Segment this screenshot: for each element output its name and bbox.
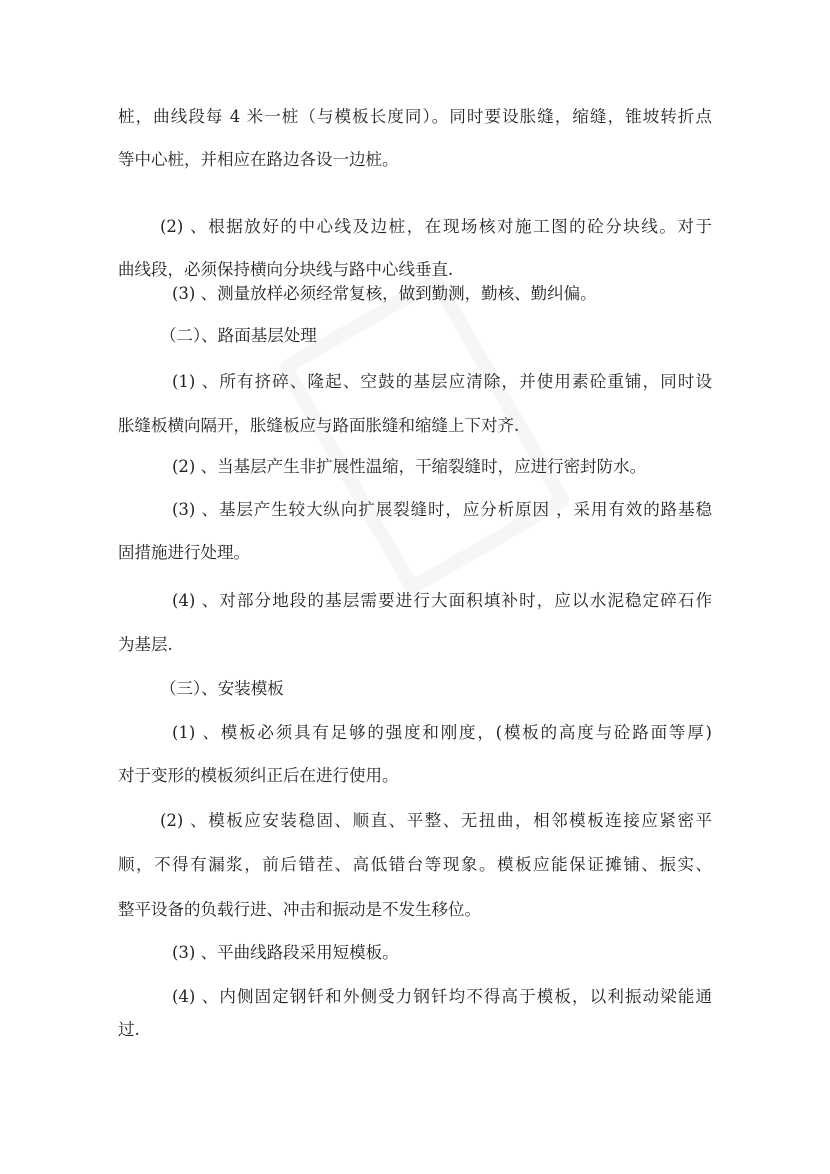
paragraph-line: (3) 、平曲线路段采用短模板。 [172, 943, 399, 962]
paragraph-line: 过. [118, 1020, 140, 1039]
paragraph-line: (2) 、模板应安装稳固、顺直、平整、无扭曲，相邻模板连接应紧密平 [160, 811, 712, 830]
paragraph-line: (3) 、基层产生较大纵向扩展裂缝时，应分析原因 ，采用有效的路基稳 [172, 500, 712, 519]
paragraph-line: （三）、安装模板 [160, 679, 284, 698]
paragraph-line: 固措施进行处理。 [118, 543, 250, 562]
paragraph-line: (4) 、内侧固定钢钎和外侧受力钢钎均不得高于模板，以利振动梁能通 [172, 987, 712, 1006]
paragraph-line: （二）、路面基层处理 [160, 326, 317, 345]
paragraph-line: (2) 、当基层产生非扩展性温缩，干缩裂缝时，应进行密封防水。 [172, 457, 647, 476]
paragraph-line: 等中心桩，并相应在路边各设一边桩。 [118, 150, 399, 169]
paragraph-line: 桩，曲线段每 4 米一桩（与模板长度同）。同时要设胀缝，缩缝，锥坡转折点 [118, 107, 712, 126]
paragraph-line: (4) 、对部分地段的基层需要进行大面积填补时，应以水泥稳定碎石作 [172, 591, 712, 610]
paragraph-line: (2) 、根据放好的中心线及边桩，在现场核对施工图的砼分块线。对于 [160, 217, 712, 236]
paragraph-line: 曲线段，必须保持横向分块线与路中心线垂直. [118, 260, 454, 279]
paragraph-line: 对于变形的模板须纠正后在进行使用。 [118, 766, 399, 785]
paragraph-line: (1) 、所有挤碎、隆起、空鼓的基层应清除，并使用素砼重铺，同时设 [172, 372, 712, 391]
paragraph-line: 整平设备的负载行进、冲击和振动是不发生移位。 [118, 900, 481, 919]
paragraph-line: (1) 、模板必须具有足够的强度和刚度，(模板的高度与砼路面等厚) [172, 723, 712, 742]
paragraph-line: 胀缝板横向隔开，胀缝板应与路面胀缝和缩缝上下对齐. [118, 416, 520, 435]
paragraph-line: 顺，不得有漏浆，前后错茬、高低错台等现象。模板应能保证摊铺、振实、 [118, 855, 712, 874]
paragraph-line: 为基层. [118, 635, 173, 654]
paragraph-line: (3) 、测量放样必须经常复核，做到勤测，勤核、勤纠偏。 [172, 284, 597, 303]
